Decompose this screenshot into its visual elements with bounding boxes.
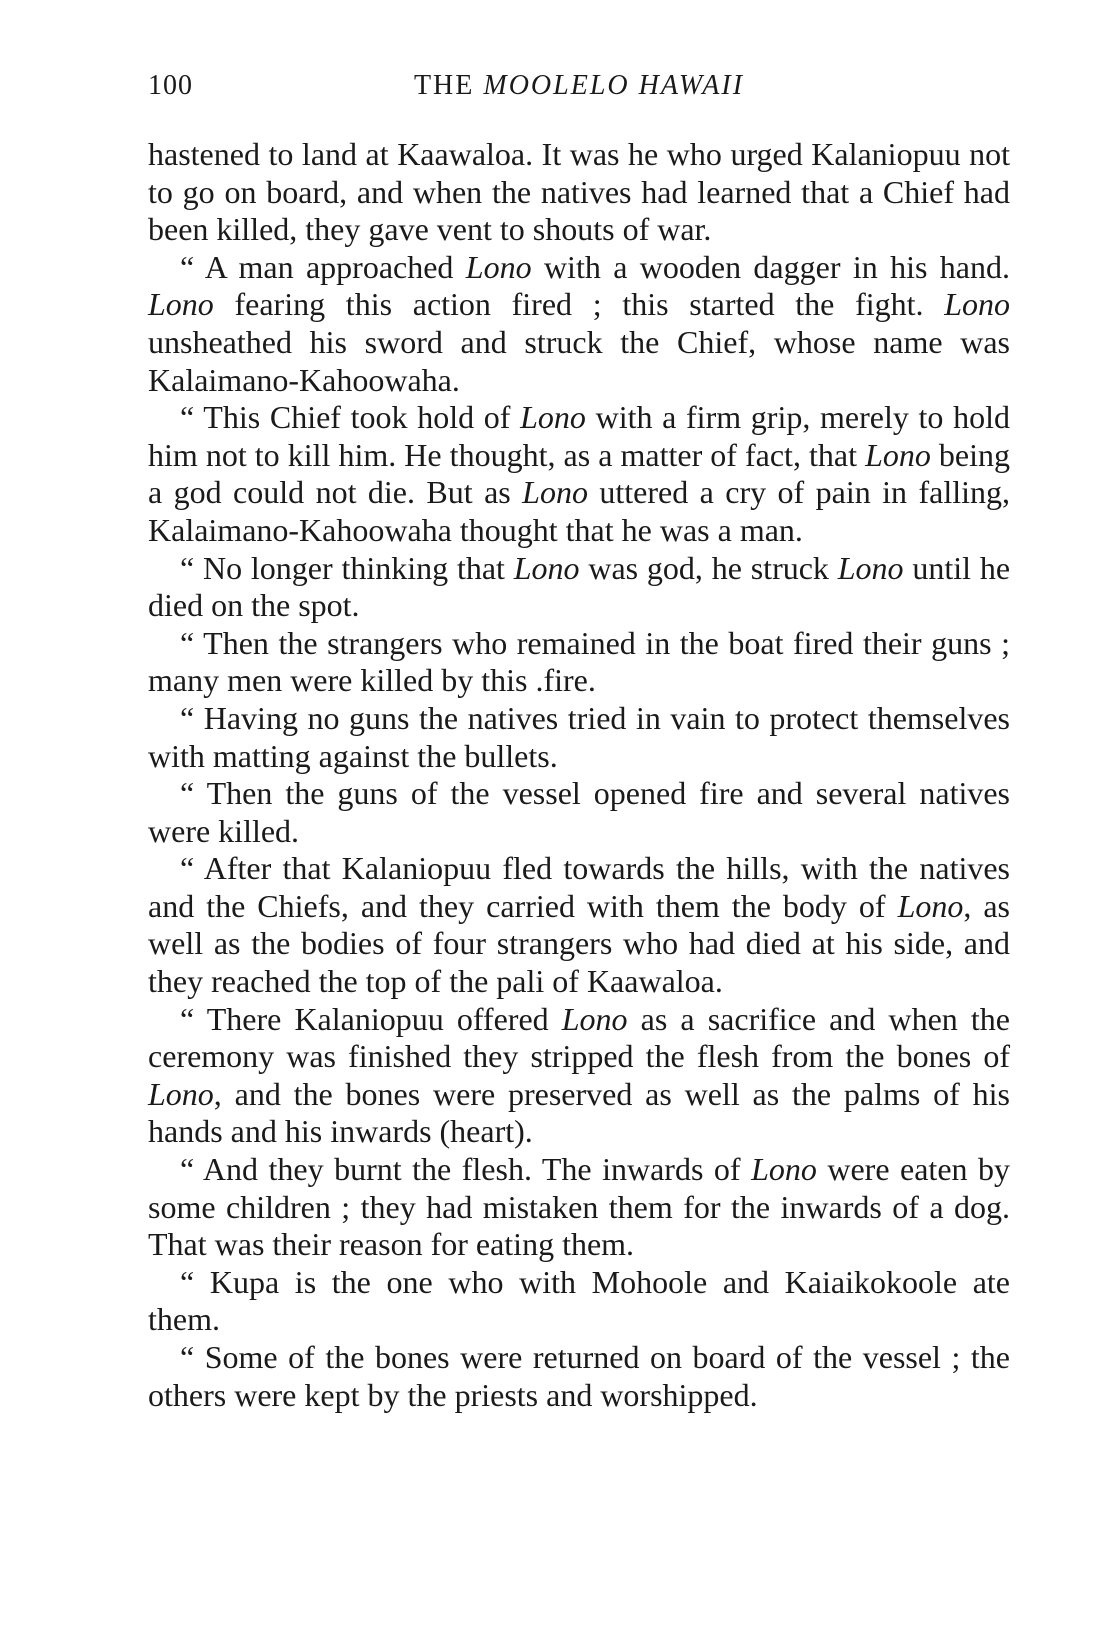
text-run: , and the bones were preserved as well as the palms of his hands and his inwards (heart). [148, 1075, 1010, 1150]
text-run: “ After that Kalaniopuu fled towards the hills, with the natives and the Chiefs, and they carried with them the body of [148, 850, 1010, 924]
italic-text: Lono [148, 286, 214, 323]
paragraph [148, 700, 1010, 775]
text-run: “ Then the strangers who remained in the boat fired their guns ; many men were killed by this .fire. [148, 624, 1010, 699]
text-run: was god, he struck [579, 549, 838, 586]
running-title [148, 66, 1010, 106]
page-number: 100 [148, 70, 193, 101]
paragraph [148, 249, 1010, 399]
body-text [148, 136, 1010, 1414]
text-run: “ Having no guns the natives tried in vain to protect themselves with matting against the bullets. [148, 699, 1010, 774]
text-run: uttered a cry of pain in falling, Kalaimano-Kahoowaha thought that he was a man. [148, 474, 1011, 548]
paragraph [148, 550, 1010, 625]
text-run: being a god could not die. But as [148, 436, 1011, 511]
running-header [148, 66, 1010, 106]
text-run: hastened to land at Kaawaloa. It was he who urged Kalaniopuu not to go on board, and when the natives had learned that a Chief had been killed, they gave vent to shouts of war. [148, 136, 1010, 248]
text-run: “ Then the guns of the vessel opened fire and several natives were killed. [148, 775, 1010, 849]
text-run: “ No longer thinking that [180, 549, 514, 586]
italic-text: Lono [561, 1000, 628, 1037]
paragraph [148, 399, 1010, 549]
italic-text: Lono [897, 887, 964, 924]
italic-text: Lono [465, 248, 532, 285]
text-run: fearing this action fired ; this started the fight. [213, 286, 945, 323]
italic-text: Lono [944, 286, 1010, 323]
paragraph [148, 136, 1010, 249]
paragraph [148, 775, 1010, 850]
text-run: unsheathed his sword and struck the Chief, whose name was Kalaimano-Kahoowaha. [148, 323, 1010, 398]
paragraph [148, 850, 1010, 1000]
text-run: “ This Chief took hold of [180, 399, 521, 436]
text-run: “ A man approached [180, 248, 466, 285]
paragraph [148, 625, 1010, 700]
paragraph [148, 1151, 1010, 1264]
text-run: were eaten by some children ; they had mistaken them for the inwards of a dog. That was their reason for eating them. [148, 1151, 1011, 1263]
text-run: “ And they burnt the flesh. The inwards of [180, 1151, 752, 1188]
paragraph [148, 1339, 1010, 1414]
text-run: , as well as the bodies of four strangers who had died at his side, and they reached the top of the pali of Kaawaloa. [148, 887, 1011, 1000]
text-run: with a wooden dagger in his hand. [531, 248, 1010, 285]
paragraph [148, 1001, 1010, 1151]
italic-text: Lono [513, 549, 580, 586]
text-run: with a firm grip, merely to hold him not to kill him. He thought, as a matter of fact, that [148, 399, 1011, 473]
text-run: as a sacrifice and when the ceremony was finished they stripped the flesh from the bones of [148, 1000, 1011, 1075]
running-title-italic: MOOLELO HAWAII [483, 70, 745, 101]
italic-text: Lono [148, 1075, 214, 1112]
running-title-prefix: THE [413, 70, 475, 101]
text-run: “ Some of the bones were returned on board of the vessel ; the others were kept by the priests and worshipped. [148, 1339, 1010, 1413]
text-run: until he died on the spot. [148, 549, 1011, 624]
text-run: “ There Kalaniopuu offered [180, 1000, 562, 1037]
italic-text: Lono [522, 474, 588, 511]
italic-text: Lono [751, 1151, 817, 1188]
italic-text: Lono [520, 399, 586, 436]
paragraph [148, 1264, 1010, 1339]
italic-text: Lono [865, 436, 931, 473]
italic-text: Lono [837, 549, 904, 586]
text-run: “ Kupa is the one who with Mohoole and Kaiaikokoole ate them. [148, 1263, 1010, 1338]
